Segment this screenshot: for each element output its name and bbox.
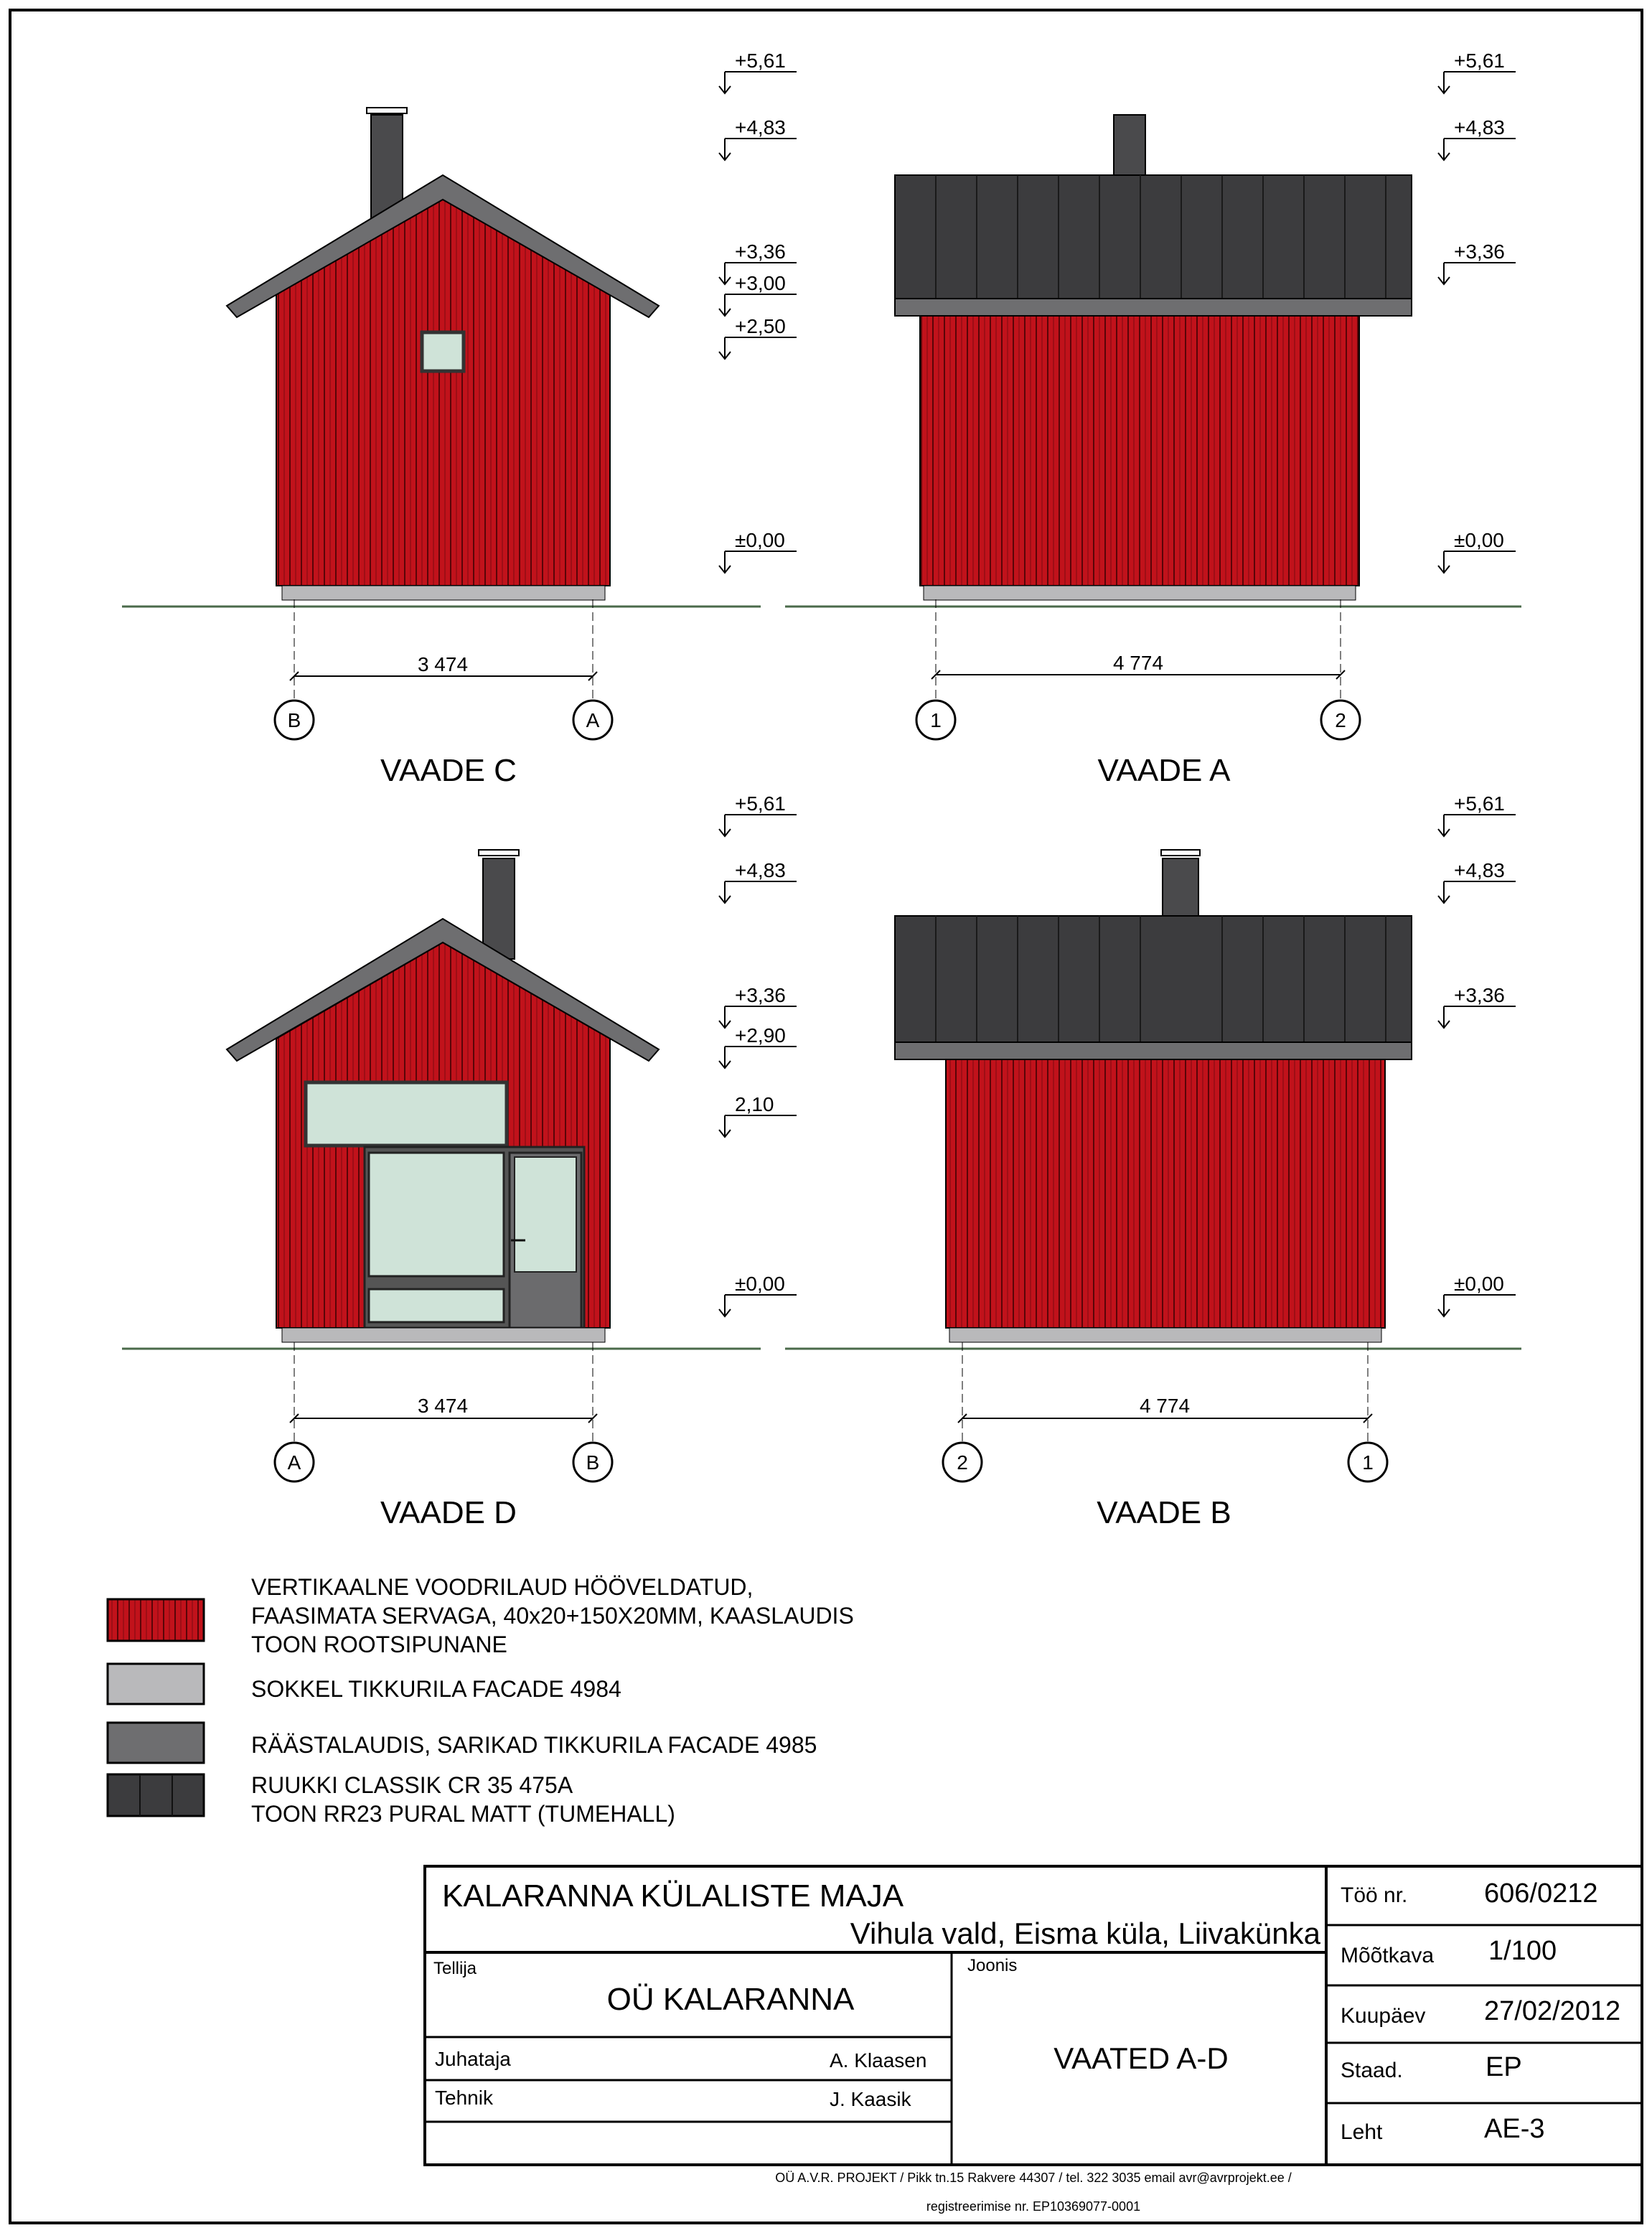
window: [422, 332, 464, 371]
footer-address: OÜ A.V.R. PROJEKT / Pikk tn.15 Rakvere 44307 / tel. 322 3035 email avr@avrprojekt.ee /: [775, 2171, 1292, 2185]
legend-text: RUUKKI CLASSIK CR 35 475A: [251, 1772, 573, 1798]
chimney-cap: [1161, 850, 1200, 856]
stage-label: Staad.: [1341, 2059, 1403, 2082]
chimney: [1114, 115, 1145, 176]
legend-text: FAASIMATA SERVAGA, 40x20+150X20MM, KAASLAUDIS: [251, 1603, 854, 1629]
project-location: Vihula vald, Eisma küla, Liivakünka: [850, 1916, 1320, 1950]
lower-window: [369, 1289, 504, 1322]
elevation-title: VAADE C: [380, 753, 517, 788]
footer-registration: registreerimise nr. EP10369077-0001: [926, 2199, 1141, 2214]
level-label: +2,90: [735, 1024, 786, 1047]
level-marker: [719, 1024, 797, 1068]
dimension-label: 4 774: [1139, 1395, 1191, 1417]
level-label: +4,83: [735, 859, 786, 881]
legend-text: TOON ROOTSIPUNANE: [251, 1632, 507, 1657]
wall-cladding: [946, 1059, 1385, 1328]
roof: [895, 916, 1412, 1042]
axis-label-right: A: [586, 709, 600, 731]
legend-text: RÄÄSTALAUDIS, SARIKAD TIKKURILA FACADE 4985: [251, 1732, 817, 1758]
client-label: Tellija: [433, 1959, 477, 1978]
roof-fascia: [895, 1042, 1412, 1059]
scale-label: Mõõtkava: [1341, 1944, 1435, 1967]
stage-value: EP: [1486, 2052, 1522, 2082]
level-label: +3,36: [735, 240, 786, 263]
level-marker: [1438, 529, 1516, 573]
level-marker: [719, 529, 797, 573]
level-marker: [1438, 50, 1516, 93]
axis-label-right: 2: [1335, 709, 1346, 731]
level-label: ±0,00: [1454, 529, 1504, 551]
level-label: +3,00: [735, 272, 786, 294]
manager-label: Juhataja: [435, 2048, 511, 2070]
technician-label: Tehnik: [435, 2087, 493, 2109]
sheet-label: Leht: [1341, 2120, 1383, 2144]
level-marker: [1438, 116, 1516, 160]
dimension-label: 3 474: [417, 1395, 469, 1417]
plinth: [924, 586, 1356, 600]
axis-label-right: B: [586, 1451, 600, 1474]
project-title: KALARANNA KÜLALISTE MAJA: [442, 1878, 904, 1914]
level-marker: [1438, 240, 1516, 284]
manager-name: A. Klaasen: [830, 2049, 927, 2072]
level-label: +5,61: [1454, 50, 1505, 72]
legend: [108, 1574, 854, 1827]
dimension-label: 4 774: [1112, 652, 1164, 674]
level-marker: [719, 1273, 797, 1316]
level-marker: [1438, 859, 1516, 903]
plinth: [949, 1328, 1381, 1342]
level-marker: [1438, 792, 1516, 836]
level-label: +3,36: [1454, 240, 1505, 263]
chimney-cap: [479, 850, 519, 856]
plinth: [282, 586, 605, 600]
drawing-title: VAATED A-D: [1053, 2041, 1229, 2075]
client-name: OÜ KALARANNA: [606, 1982, 855, 2017]
level-marker: [719, 1093, 797, 1137]
level-marker: [719, 50, 797, 93]
axis-label-right: 1: [1362, 1451, 1374, 1474]
level-label: +2,50: [735, 315, 786, 337]
level-marker: [719, 272, 797, 316]
axis-label-left: B: [287, 709, 301, 731]
elevation-b: [785, 850, 1521, 1481]
elevation-a: [785, 115, 1521, 739]
elevation-title: VAADE A: [1097, 753, 1231, 788]
job-number: 606/0212: [1484, 1878, 1598, 1909]
legend-swatch-plinth: [108, 1664, 204, 1704]
drawing-label: Joonis: [967, 1956, 1018, 1975]
level-marker: [1438, 984, 1516, 1028]
legend-swatch-cladding: [108, 1599, 204, 1641]
date-value: 27/02/2012: [1484, 1996, 1621, 2026]
level-label: 2,10: [735, 1093, 774, 1115]
dimension-label: 3 474: [417, 653, 469, 675]
legend-swatch-roofing: [108, 1774, 204, 1816]
level-marker: [1438, 1273, 1516, 1316]
technician-name: J. Kaasik: [830, 2088, 911, 2110]
plinth: [282, 1328, 605, 1342]
level-label: +4,83: [1454, 859, 1505, 881]
level-label: +4,83: [1454, 116, 1505, 139]
wall-cladding: [920, 316, 1359, 586]
legend-text: VERTIKAALNE VOODRILAUD HÖÖVELDATUD,: [251, 1574, 754, 1600]
elevation-title: VAADE B: [1097, 1495, 1231, 1530]
level-label: +5,61: [735, 50, 786, 72]
roof: [895, 175, 1412, 299]
legend-swatch-fascia: [108, 1723, 204, 1763]
footer: [775, 2171, 1292, 2214]
axis-label-left: 1: [930, 709, 942, 731]
job-label: Töö nr.: [1341, 1883, 1408, 1907]
axis-label-left: 2: [957, 1451, 968, 1474]
level-label: ±0,00: [1454, 1273, 1504, 1295]
level-label: +3,36: [1454, 984, 1505, 1006]
elevation-d: [122, 850, 761, 1481]
legend-text: SOKKEL TIKKURILA FACADE 4984: [251, 1676, 621, 1702]
level-marker: [719, 792, 797, 836]
level-marker: [719, 984, 797, 1028]
level-marker: [719, 116, 797, 160]
elevation-title: VAADE D: [380, 1495, 517, 1530]
level-label: +5,61: [735, 792, 786, 815]
main-window: [369, 1153, 504, 1276]
level-label: +4,83: [735, 116, 786, 139]
level-label: ±0,00: [735, 529, 785, 551]
roof-fascia: [895, 299, 1412, 316]
axis-label-left: A: [287, 1451, 301, 1474]
date-label: Kuupäev: [1341, 2004, 1426, 2028]
level-marker: [719, 859, 797, 903]
scale-value: 1/100: [1488, 1936, 1557, 1966]
level-marker: [719, 315, 797, 359]
upper-window: [306, 1082, 507, 1146]
chimney-cap: [367, 108, 407, 113]
level-label: +3,36: [735, 984, 786, 1006]
door-glass: [515, 1157, 576, 1272]
level-label: ±0,00: [735, 1273, 785, 1295]
elevation-c: [122, 108, 761, 739]
level-label: +5,61: [1454, 792, 1505, 815]
legend-text: TOON RR23 PURAL MATT (TUMEHALL): [251, 1801, 675, 1827]
chimney: [483, 858, 515, 959]
sheet-number: AE-3: [1484, 2114, 1545, 2144]
